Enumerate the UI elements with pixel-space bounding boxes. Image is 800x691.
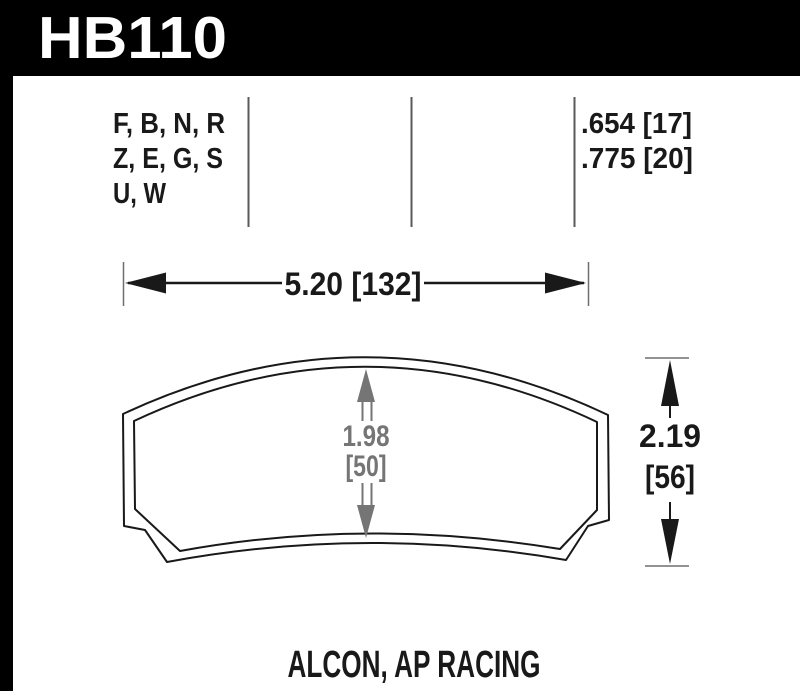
pad-thickness-block bbox=[581, 108, 693, 175]
center-height-bracket: [50] bbox=[345, 450, 387, 483]
height-value: 2.19 bbox=[639, 418, 701, 454]
height-bracket: [56] bbox=[645, 459, 695, 495]
left-border-bar bbox=[0, 0, 13, 691]
center-height-value: 1.98 bbox=[342, 420, 390, 453]
height-arrow-down-icon bbox=[661, 519, 679, 564]
compound-codes-line: Z, E, G, S bbox=[113, 143, 223, 175]
height-arrow-up-icon bbox=[661, 360, 679, 406]
width-dimension-value: 5.20 [132] bbox=[284, 266, 422, 302]
applications-label: ALCON, AP RACING bbox=[287, 644, 541, 686]
pad-thickness-value: .654 [17] bbox=[581, 108, 692, 140]
part-number: HB110 bbox=[38, 5, 227, 71]
height-dimension bbox=[639, 358, 701, 566]
center-height-dimension bbox=[343, 369, 390, 538]
width-dimension bbox=[124, 262, 589, 306]
compound-codes-line: U, W bbox=[113, 178, 167, 210]
compound-codes-block bbox=[113, 108, 225, 210]
compound-codes-line: F, B, N, R bbox=[113, 108, 226, 140]
center-dim-arrow-up-icon bbox=[357, 369, 375, 402]
pad-thickness-value: .775 [20] bbox=[581, 143, 693, 175]
width-arrow-right-icon bbox=[545, 273, 586, 294]
width-arrow-left-icon bbox=[125, 273, 166, 294]
